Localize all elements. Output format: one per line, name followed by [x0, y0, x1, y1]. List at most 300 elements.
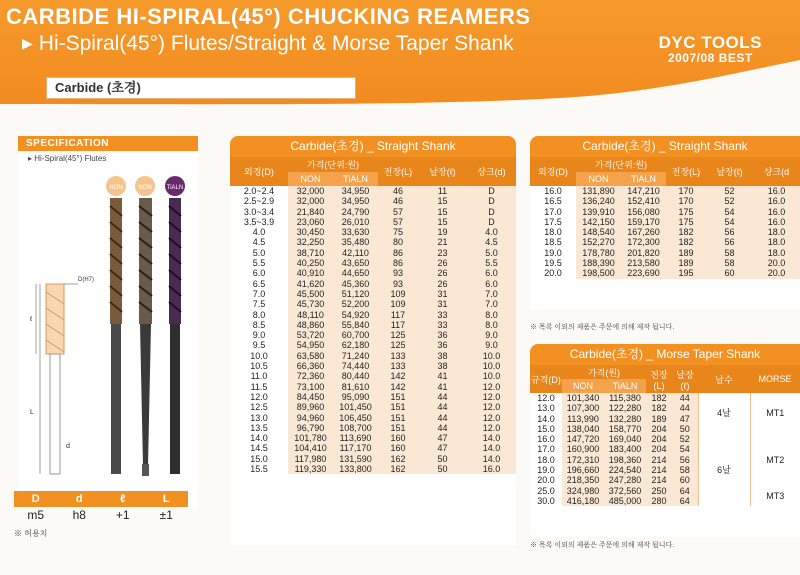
- table-cell: 147,720: [562, 434, 604, 444]
- table-cell: 26,010: [333, 217, 378, 227]
- table-cell: 175: [666, 217, 706, 227]
- tolerance-header: [14, 491, 188, 507]
- table-cell: 133: [378, 361, 418, 371]
- table-cell: 58: [706, 258, 753, 268]
- table-cell: 101,450: [333, 402, 378, 412]
- flute-count-cell: 6날: [698, 434, 750, 506]
- table-cell: 182: [646, 403, 672, 413]
- tol-head-L: L: [145, 491, 189, 507]
- table-cell: 56: [706, 237, 753, 247]
- table-cell: 66,360: [288, 361, 333, 371]
- table-cell: 2.0~2.4: [230, 186, 288, 196]
- table-row: [230, 371, 516, 381]
- tol-val-D: m5: [27, 508, 45, 522]
- table-row: [230, 413, 516, 423]
- table-cell: 71,240: [333, 351, 378, 361]
- t1-col-diameter: 외경(D): [230, 157, 288, 186]
- table-cell: 115,380: [604, 393, 646, 403]
- table-cell: 34,950: [333, 186, 378, 196]
- table-cell: 172,310: [562, 455, 604, 465]
- table-cell: 34,950: [333, 196, 378, 206]
- table-cell: 21,840: [288, 207, 333, 217]
- table-cell: 93: [378, 279, 418, 289]
- table-cell: 26: [418, 279, 467, 289]
- table-cell: 53,720: [288, 330, 333, 340]
- table-cell: 139,910: [576, 207, 621, 217]
- table-cell: 182: [646, 393, 672, 403]
- table-row: [230, 464, 516, 474]
- table-cell: 44,650: [333, 268, 378, 278]
- tolerance-table: [14, 491, 188, 523]
- t1-col-non: NON: [288, 172, 333, 186]
- table-cell: 16.0: [753, 186, 800, 196]
- t3-col-flute-length: 날장(ℓ): [672, 365, 698, 393]
- table-cell: 485,000: [604, 496, 646, 506]
- table-cell: 23,060: [288, 217, 333, 227]
- brand-name: DYC TOOLS: [658, 33, 762, 52]
- spec-heading: SPECIFICATION: [18, 136, 198, 151]
- table-cell: 18.0: [530, 455, 562, 465]
- table-row: [230, 320, 516, 330]
- table-cell: 170: [666, 186, 706, 196]
- table-cell: 3.5~3.9: [230, 217, 288, 227]
- table-cell: 104,410: [288, 443, 333, 453]
- table-cell: 15.0: [530, 424, 562, 434]
- table-cell: 16.5: [530, 196, 576, 206]
- tol-val-L: ±1: [159, 508, 173, 522]
- table-cell: 44: [418, 423, 467, 433]
- t2-col-non: NON: [576, 172, 621, 186]
- dimension-drawing: [36, 284, 78, 474]
- t3-col-length: 전장(L): [646, 365, 672, 393]
- table-cell: 9.0: [467, 330, 516, 340]
- table-cell: 136,240: [576, 196, 621, 206]
- table-cell: 132,280: [604, 414, 646, 424]
- table-cell: 189: [666, 248, 706, 258]
- table-cell: 117,980: [288, 454, 333, 464]
- table-cell: 80: [378, 237, 418, 247]
- table-cell: D: [467, 186, 516, 196]
- reamer-1: [110, 198, 122, 474]
- page-title: CARBIDE HI-SPIRAL(45°) CHUCKING REAMERS: [6, 4, 531, 29]
- table-cell: 12.0: [530, 393, 562, 403]
- table-cell: 119,330: [288, 464, 333, 474]
- table-cell: 93: [378, 268, 418, 278]
- table-cell: 11.5: [230, 382, 288, 392]
- table-row: [230, 402, 516, 412]
- table-cell: 14.0: [467, 433, 516, 443]
- table-cell: 26: [418, 268, 467, 278]
- t3-col-price: 가격(원): [562, 365, 646, 379]
- table-cell: 8.0: [230, 310, 288, 320]
- table-cell: 50: [418, 454, 467, 464]
- table-cell: 133: [378, 351, 418, 361]
- t3-col-non: NON: [562, 379, 604, 393]
- table-cell: 26: [418, 258, 467, 268]
- table-cell: 151: [378, 413, 418, 423]
- table-cell: 38: [418, 361, 467, 371]
- table-cell: 18.5: [530, 237, 576, 247]
- table-row: [230, 237, 516, 247]
- table-row: [230, 454, 516, 464]
- table-cell: 12.0: [467, 423, 516, 433]
- table-cell: 47: [418, 443, 467, 453]
- table-cell: 64: [672, 486, 698, 496]
- table-cell: 17.0: [530, 207, 576, 217]
- table-cell: 159,170: [621, 217, 666, 227]
- table-row: [230, 310, 516, 320]
- table-cell: 62,180: [333, 340, 378, 350]
- table-cell: 117: [378, 310, 418, 320]
- morse-taper-table: [530, 365, 800, 506]
- subtitle-text: Hi-Spiral(45°) Flutes/Straight & Morse Taper Shank: [38, 32, 514, 55]
- table-cell: 86: [378, 258, 418, 268]
- table-cell: 45,730: [288, 299, 333, 309]
- table-cell: 63,580: [288, 351, 333, 361]
- table-cell: 45,360: [333, 279, 378, 289]
- morse-cell: MT1: [750, 393, 800, 434]
- table-cell: 189: [666, 258, 706, 268]
- table-cell: 86: [378, 248, 418, 258]
- table-cell: 94,960: [288, 413, 333, 423]
- reamer-3: [169, 198, 181, 474]
- table-cell: 52: [672, 434, 698, 444]
- table-cell: 178,780: [576, 248, 621, 258]
- table-cell: 15: [418, 217, 467, 227]
- table-cell: D: [467, 207, 516, 217]
- table-cell: 60,700: [333, 330, 378, 340]
- table-cell: 4.5: [230, 237, 288, 247]
- table-cell: 50: [418, 464, 467, 474]
- table-cell: 46: [378, 196, 418, 206]
- table-cell: 213,580: [621, 258, 666, 268]
- flute-count-cell: 4날: [698, 393, 750, 434]
- table-cell: 7.0: [467, 289, 516, 299]
- straight-shank-table-1: [230, 157, 516, 474]
- category-label: Carbide (초경): [46, 77, 356, 99]
- table-cell: 12.0: [467, 382, 516, 392]
- table-cell: 4.0: [467, 227, 516, 237]
- table-cell: 36: [418, 330, 467, 340]
- dim-label-d-h7: D(H7): [78, 277, 94, 283]
- table-cell: 113,990: [562, 414, 604, 424]
- table-row: [230, 423, 516, 433]
- table-cell: 44: [418, 413, 467, 423]
- table-cell: 4.0: [230, 227, 288, 237]
- table-cell: 46: [378, 186, 418, 196]
- table-cell: 131,890: [576, 186, 621, 196]
- table-cell: 189: [646, 414, 672, 424]
- table-cell: 13.0: [230, 413, 288, 423]
- t3-col-flutes: 날수: [698, 365, 750, 393]
- table-cell: 58: [672, 465, 698, 475]
- table-cell: 48,860: [288, 320, 333, 330]
- table-cell: 30,450: [288, 227, 333, 237]
- table-cell: 23: [418, 248, 467, 258]
- table-cell: 30.0: [530, 496, 562, 506]
- table-cell: 138,040: [562, 424, 604, 434]
- table-cell: 122,280: [604, 403, 646, 413]
- table-cell: 81,610: [333, 382, 378, 392]
- table-cell: 43,650: [333, 258, 378, 268]
- t2-col-price: 가격(단위:원): [576, 157, 666, 172]
- table-row: [530, 217, 800, 227]
- t2-col-length: 전장(L): [666, 157, 706, 186]
- table-cell: 214: [646, 455, 672, 465]
- table-cell: 31: [418, 289, 467, 299]
- table-cell: 31: [418, 299, 467, 309]
- table-cell: 14.5: [230, 443, 288, 453]
- table-cell: 19.0: [530, 465, 562, 475]
- table-cell: 75: [378, 227, 418, 237]
- table-row: [230, 382, 516, 392]
- table-cell: 19.5: [530, 258, 576, 268]
- table-cell: 223,690: [621, 268, 666, 278]
- table-cell: 156,080: [621, 207, 666, 217]
- table-cell: 16.0: [753, 196, 800, 206]
- table-cell: 101,340: [562, 393, 604, 403]
- coating-label-2: NON: [138, 185, 152, 191]
- table-cell: 142,150: [576, 217, 621, 227]
- dim-label-l-small: ℓ: [30, 316, 33, 323]
- table-cell: 2.5~2.9: [230, 196, 288, 206]
- table-cell: 20.0: [530, 475, 562, 485]
- table-cell: 18.0: [753, 248, 800, 258]
- table-cell: 48,110: [288, 310, 333, 320]
- table-row: [230, 196, 516, 206]
- table-cell: 9.0: [230, 330, 288, 340]
- table-cell: 142: [378, 382, 418, 392]
- table-cell: 182: [666, 227, 706, 237]
- table-cell: 224,540: [604, 465, 646, 475]
- table-cell: 131,590: [333, 454, 378, 464]
- table-cell: 7.0: [230, 289, 288, 299]
- table-cell: 12.0: [467, 392, 516, 402]
- table-cell: 57: [378, 207, 418, 217]
- table-cell: 8.5: [230, 320, 288, 330]
- table-cell: 56: [672, 455, 698, 465]
- table-cell: 42,110: [333, 248, 378, 258]
- table-cell: 12.0: [467, 413, 516, 423]
- table-cell: 56: [706, 227, 753, 237]
- table-cell: 44: [418, 392, 467, 402]
- table-row: [230, 258, 516, 268]
- table-cell: 10.0: [467, 371, 516, 381]
- t3-col-morse: MORSE: [750, 365, 800, 393]
- table-cell: 14.0: [530, 414, 562, 424]
- table-cell: 8.0: [467, 320, 516, 330]
- table-row: [230, 330, 516, 340]
- table-cell: 33,630: [333, 227, 378, 237]
- table-cell: 47: [672, 414, 698, 424]
- table-row: [530, 434, 800, 444]
- table-cell: 52: [706, 186, 753, 196]
- table-cell: 196,660: [562, 465, 604, 475]
- table-cell: 10.5: [230, 361, 288, 371]
- table-cell: 20.0: [530, 268, 576, 278]
- table-row: [230, 248, 516, 258]
- table-row: [530, 196, 800, 206]
- table-cell: 12.5: [230, 402, 288, 412]
- table-cell: 218,350: [562, 475, 604, 485]
- table-cell: 44: [672, 393, 698, 403]
- table-cell: 20.0: [753, 258, 800, 268]
- table-cell: 60: [706, 268, 753, 278]
- table-cell: 160: [378, 433, 418, 443]
- table-cell: 64: [672, 496, 698, 506]
- table-cell: 32,250: [288, 237, 333, 247]
- table-cell: 188,390: [576, 258, 621, 268]
- table-cell: 167,260: [621, 227, 666, 237]
- table-cell: 7.5: [230, 299, 288, 309]
- table-cell: 152,270: [576, 237, 621, 247]
- table-row: [230, 227, 516, 237]
- table-cell: 125: [378, 340, 418, 350]
- t1-col-shank: 샹크(d): [467, 157, 516, 186]
- table-cell: 19.0: [530, 248, 576, 258]
- table-cell: 21: [418, 237, 467, 247]
- table-cell: 72,360: [288, 371, 333, 381]
- table-cell: 16.0: [467, 464, 516, 474]
- table-cell: 3.0~3.4: [230, 207, 288, 217]
- table-cell: 109: [378, 299, 418, 309]
- arrow-icon: ▶: [22, 35, 33, 51]
- table-cell: 12.0: [230, 392, 288, 402]
- table-row: [530, 227, 800, 237]
- table-cell: 183,400: [604, 444, 646, 454]
- table-cell: 158,770: [604, 424, 646, 434]
- straight-shank-table-2: [530, 157, 800, 279]
- table-cell: 113,690: [333, 433, 378, 443]
- table-cell: 416,180: [562, 496, 604, 506]
- table-row: [230, 279, 516, 289]
- table-cell: 4.5: [467, 237, 516, 247]
- table-cell: 280: [646, 496, 672, 506]
- t2-col-diameter: 외경(D): [530, 157, 576, 186]
- t2-col-shank: 샹크(d: [753, 157, 800, 186]
- table-row: [530, 207, 800, 217]
- coating-label-1: NON: [109, 185, 123, 191]
- tol-head-d: d: [58, 491, 102, 507]
- table-cell: 41: [418, 382, 467, 392]
- table-cell: 40,910: [288, 268, 333, 278]
- table-cell: 142: [378, 371, 418, 381]
- table-cell: 18.0: [753, 237, 800, 247]
- table-cell: 250: [646, 486, 672, 496]
- table-row: [530, 486, 800, 496]
- table-cell: 125: [378, 330, 418, 340]
- table-cell: 151: [378, 423, 418, 433]
- table-cell: 45,500: [288, 289, 333, 299]
- table-cell: 16.0: [530, 186, 576, 196]
- tolerance-note: ※ 허용치: [14, 529, 48, 538]
- t1-col-length: 전장(L): [378, 157, 418, 186]
- table-cell: 44: [672, 403, 698, 413]
- table2-title: Carbide(초경) _ Straight Shank: [530, 136, 800, 157]
- table-cell: 9.0: [467, 340, 516, 350]
- table-row: [230, 186, 516, 196]
- table-cell: 10.0: [467, 351, 516, 361]
- table-cell: 18.0: [530, 227, 576, 237]
- coating-label-3: TiALN: [166, 185, 184, 191]
- table-cell: 247,280: [604, 475, 646, 485]
- table-cell: 214: [646, 475, 672, 485]
- table-cell: 151: [378, 402, 418, 412]
- table2-note: ※ 목록 이외의 제품은 주문에 의해 제작 됩니다.: [530, 324, 675, 331]
- table-cell: 80,440: [333, 371, 378, 381]
- table-row: [230, 443, 516, 453]
- table-cell: 33: [418, 310, 467, 320]
- table-cell: 11: [418, 186, 467, 196]
- morse-cell: MT3: [750, 486, 800, 507]
- table-cell: 101,780: [288, 433, 333, 443]
- spec-subheading: ▸ Hi-Spiral(45°) Flutes: [28, 154, 107, 163]
- table-cell: 5.5: [230, 258, 288, 268]
- tol-val-d: h8: [72, 508, 86, 522]
- table-cell: 14.0: [467, 443, 516, 453]
- table-cell: 108,700: [333, 423, 378, 433]
- dim-label-L: L: [30, 409, 34, 416]
- table-cell: D: [467, 196, 516, 206]
- table-row: [230, 433, 516, 443]
- table-row: [230, 340, 516, 350]
- table-cell: 170: [666, 196, 706, 206]
- table-cell: 204: [646, 424, 672, 434]
- table-cell: 44: [418, 402, 467, 412]
- table-cell: 38: [418, 351, 467, 361]
- table-cell: 95,090: [333, 392, 378, 402]
- table-cell: 5.0: [230, 248, 288, 258]
- table-cell: 54,950: [288, 340, 333, 350]
- table-cell: 9.5: [230, 340, 288, 350]
- table-row: [230, 361, 516, 371]
- table-cell: 54,920: [333, 310, 378, 320]
- table-cell: 41: [418, 371, 467, 381]
- table-cell: 204: [646, 444, 672, 454]
- table-cell: 148,540: [576, 227, 621, 237]
- table-cell: 20.0: [753, 268, 800, 278]
- tolerance-values: [14, 507, 188, 523]
- table-cell: 17.0: [530, 444, 562, 454]
- table-cell: 32,000: [288, 186, 333, 196]
- table-cell: 175: [666, 207, 706, 217]
- table-cell: 15: [418, 196, 467, 206]
- table-cell: 195: [666, 268, 706, 278]
- tol-val-l: +1: [115, 508, 130, 522]
- table-row: [530, 186, 800, 196]
- spec-panel: [18, 136, 198, 509]
- table-cell: 84,450: [288, 392, 333, 402]
- brand-year: 2007/08 BEST: [667, 51, 753, 65]
- table-cell: 5.0: [467, 248, 516, 258]
- table-cell: 58: [706, 248, 753, 258]
- table-cell: 133,800: [333, 464, 378, 474]
- table-cell: 32,000: [288, 196, 333, 206]
- table-cell: 6.0: [467, 268, 516, 278]
- table-cell: 15: [418, 207, 467, 217]
- table-row: [530, 268, 800, 278]
- table-cell: 182: [666, 237, 706, 247]
- table-cell: 14.0: [230, 433, 288, 443]
- table-cell: 107,300: [562, 403, 604, 413]
- t3-col-tialn: TiALN: [604, 379, 646, 393]
- table-cell: 50: [672, 424, 698, 434]
- table3-title: Carbide(초경) _ Morse Taper Shank: [530, 344, 800, 365]
- table-cell: 73,100: [288, 382, 333, 392]
- table-cell: 15.0: [230, 454, 288, 464]
- table-cell: 16.0: [753, 207, 800, 217]
- table-cell: 109: [378, 289, 418, 299]
